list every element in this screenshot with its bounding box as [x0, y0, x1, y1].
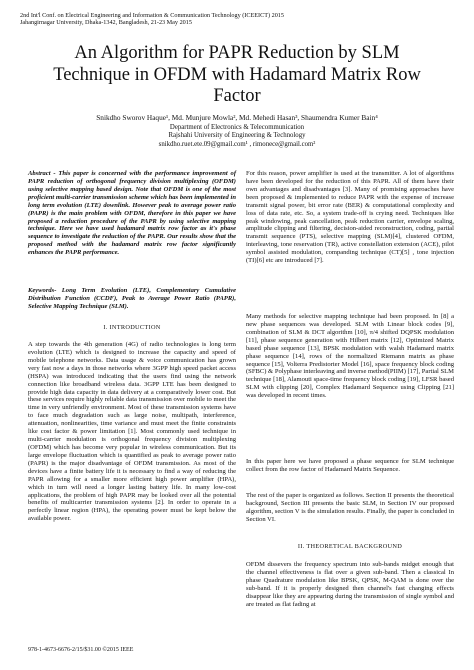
abstract-label: Abstract	[28, 170, 51, 177]
title-line-1: An Algorithm for PAPR Reduction by SLM	[74, 43, 400, 63]
keywords-text: Long Term Evolution (LTE), Complementary Cumulative Distribution Function (CCDF), Peak to Average Power Ratio (PAPR), Selective Mapping Technique (SLM).	[28, 287, 236, 310]
right-paragraph-2: Many methods for selective mapping technique had been proposed. In [8] a new phase sequences was developed. SLM with Linear block codes [9], combination of SLM & DCT algorithm [10], π/4 shifted DQPSK modulation [11], phase sequence generation with Hilbert matrix [12], Optimized Matrix based phase sequence [13], BPSK modulation with walsh Hadamard matrix phase sequence [14], rows of the normalized Riemann matrix as phase sequence [15], Volterra Predistorter Model [16], space frequency block coding (SFBC) & Polyphase interleaving and inverse method(PIIM) [17], Partial SLM technique [18], Alamouti space-time frequency block coding [19], LFSR based SLM with clipping [20], Complex Hadamard Sequence using Clipping [21] was developed in recent times.	[246, 313, 454, 400]
footer-isbn: 978-1-4673-6676-2/15/$31.00 ©2015 IEEE	[28, 647, 134, 653]
conference-line-1: 2nd Int'l Conf. on Electrical Engineering and Information & Communication Technology (ICEEICT) 2015	[20, 12, 284, 19]
right-paragraph-3: In this paper here we have proposed a phase sequence for SLM technique collect from the row factor of Hadamard Matrix Sequence.	[246, 458, 454, 473]
right-paragraph-1: For this reason, power amplifier is used at the transmitter. A lot of algorithms have been developed for the reduction of this PAPR. All of them have their own advantages and disadvantages [3]. Many of promising approaches have been proposed & implemented to reduce PAPR with the expense of increase transmit signal power, bit error rate (BER) & computational complexity and loss of data rate, etc. So, a system trade-off is crying need. Techniques like peak windowing, peak cancellation, peak reduction carrier, envelope scaling, amplitude clipping and filtering, decision-aided reconstruction, coding, partial transmit sequence (PTS), selective mapping (SLM)[4], clustered OFDM, interleaving, tone reservation (TR), active constellation extension (ACE), pilot symbol assisted modulation, companding technique (CT)[5] , tone injection (TI)[6] etc are introduced [7].	[246, 170, 454, 265]
keywords	[28, 287, 236, 311]
author-emails[interactable]: snikdho.ruet.ete.09@gmail.com¹ , rimonece@gmail.com²	[158, 140, 316, 148]
department: Department of Electronics & Telecommunication	[169, 124, 305, 131]
affiliation	[20, 124, 454, 149]
conference-header	[20, 12, 284, 27]
university: Rajshahi University of Engineering & Technology	[168, 132, 306, 140]
abstract-text: - This paper is concerned with the performance improvement of PAPR reduction of orthogonal frequency division multiplexing (OFDM) using selective mapping based design. Note that OFDM is one of the most proficient multi-carrier transmission scheme which has been implemented in long term evolution (LTE) downlink. However peak to average power ratio (PAPR) is the main problem with OFDM, therefore in this paper we have proposed a reduction procedure of the PAPR by using selective mapping technique. Here we have used hadamard matrix row factor as it's phase sequence to investigate the reduction of the PAPR. Our results show that the proposed method with the hadamard matrix row factor significantly enhances the PAPR performance.	[28, 170, 236, 257]
abstract	[28, 170, 236, 257]
title-line-3: Factor	[213, 86, 261, 106]
paper-title	[20, 43, 454, 108]
author-list: Snikdho Sworov Haque¹, Md. Munjure Mowla², Md. Mehedi Hasan³, Shaumendra Kumer Bain⁴	[96, 113, 378, 122]
title-line-2: Technique in OFDM with Hadamard Matrix Row	[53, 64, 421, 85]
keywords-label: Keywords-	[28, 287, 57, 294]
right-paragraph-4: The rest of the paper is organized as follows. Section II presents the theoretical background, Section III presents the basic SLM, in Section IV our proposed algorithm, section V is the simulation results. Finally, the paper is concluded in Section VI.	[246, 492, 454, 523]
introduction-paragraph: A step towards the 4th generation (4G) of radio technologies is long term evolution (LTE) which is designed to increase the capacity and speed of mobile telephone networks. Data usage & voice communication has grown very fast now a days in those networks where 3GPP high speed packet access (HSPA) was introduced indicating that the users find using the network connection like broadband wireless data. 3GPP LTE has been designed to provide high data capacity in data delivery at a comparatively lower cost. But these services require highly reliable data transmission over mobile to meet the time in very unfriendly environment. Most of these transmission systems have to face much degradation such as large noise, multipath, interference, attenuation, nonlinearities, time variance and must meet the finite constraints like cost factor & power limitation [1]. Most commonly used technique in multi-carrier modulation is orthogonal frequency division multiplexing (OFDM) which has become very popular in wireless communication. But its large envelope fluctuation which is quantified as peak to average power ratio (PAPR) is the major disadvantage of OFDM transmission. As most of the devices have a finite battery life it is necessary to find a way of reducing the PAPR allowing for a smaller more efficient high power amplifier (HPA), which in turn will need a longer lasting battery life. In many low-cost applications, the problem of high PAPR may be looked over all the potential benefits of multicarrier transmission systems [2]. In order to operate in a perfectly linear region (HPA), the operating power must be kept below the available power.	[28, 341, 236, 523]
right-paragraph-5: OFDM dissevers the frequency spectrum into sub-bands midget enough that the channel effectiveness is flat over a given sub-band. Then a classical In phase Quadrature modulation like BPSK, QPSK, M-QAM is done over the sub-band. If it is properly designed then channel's fast changing effects disappear like they are appearing during the transmission of single symbol and are treated as flat fading at	[246, 561, 454, 608]
section-heading-introduction: I. INTRODUCTION	[103, 324, 161, 331]
conference-line-2: Jahangirnagar University, Dhaka-1342, Bangladesh, 21-23 May 2015	[20, 19, 192, 27]
section-heading-theoretical-background: II. THEORETICAL BACKGROUND	[297, 543, 403, 550]
